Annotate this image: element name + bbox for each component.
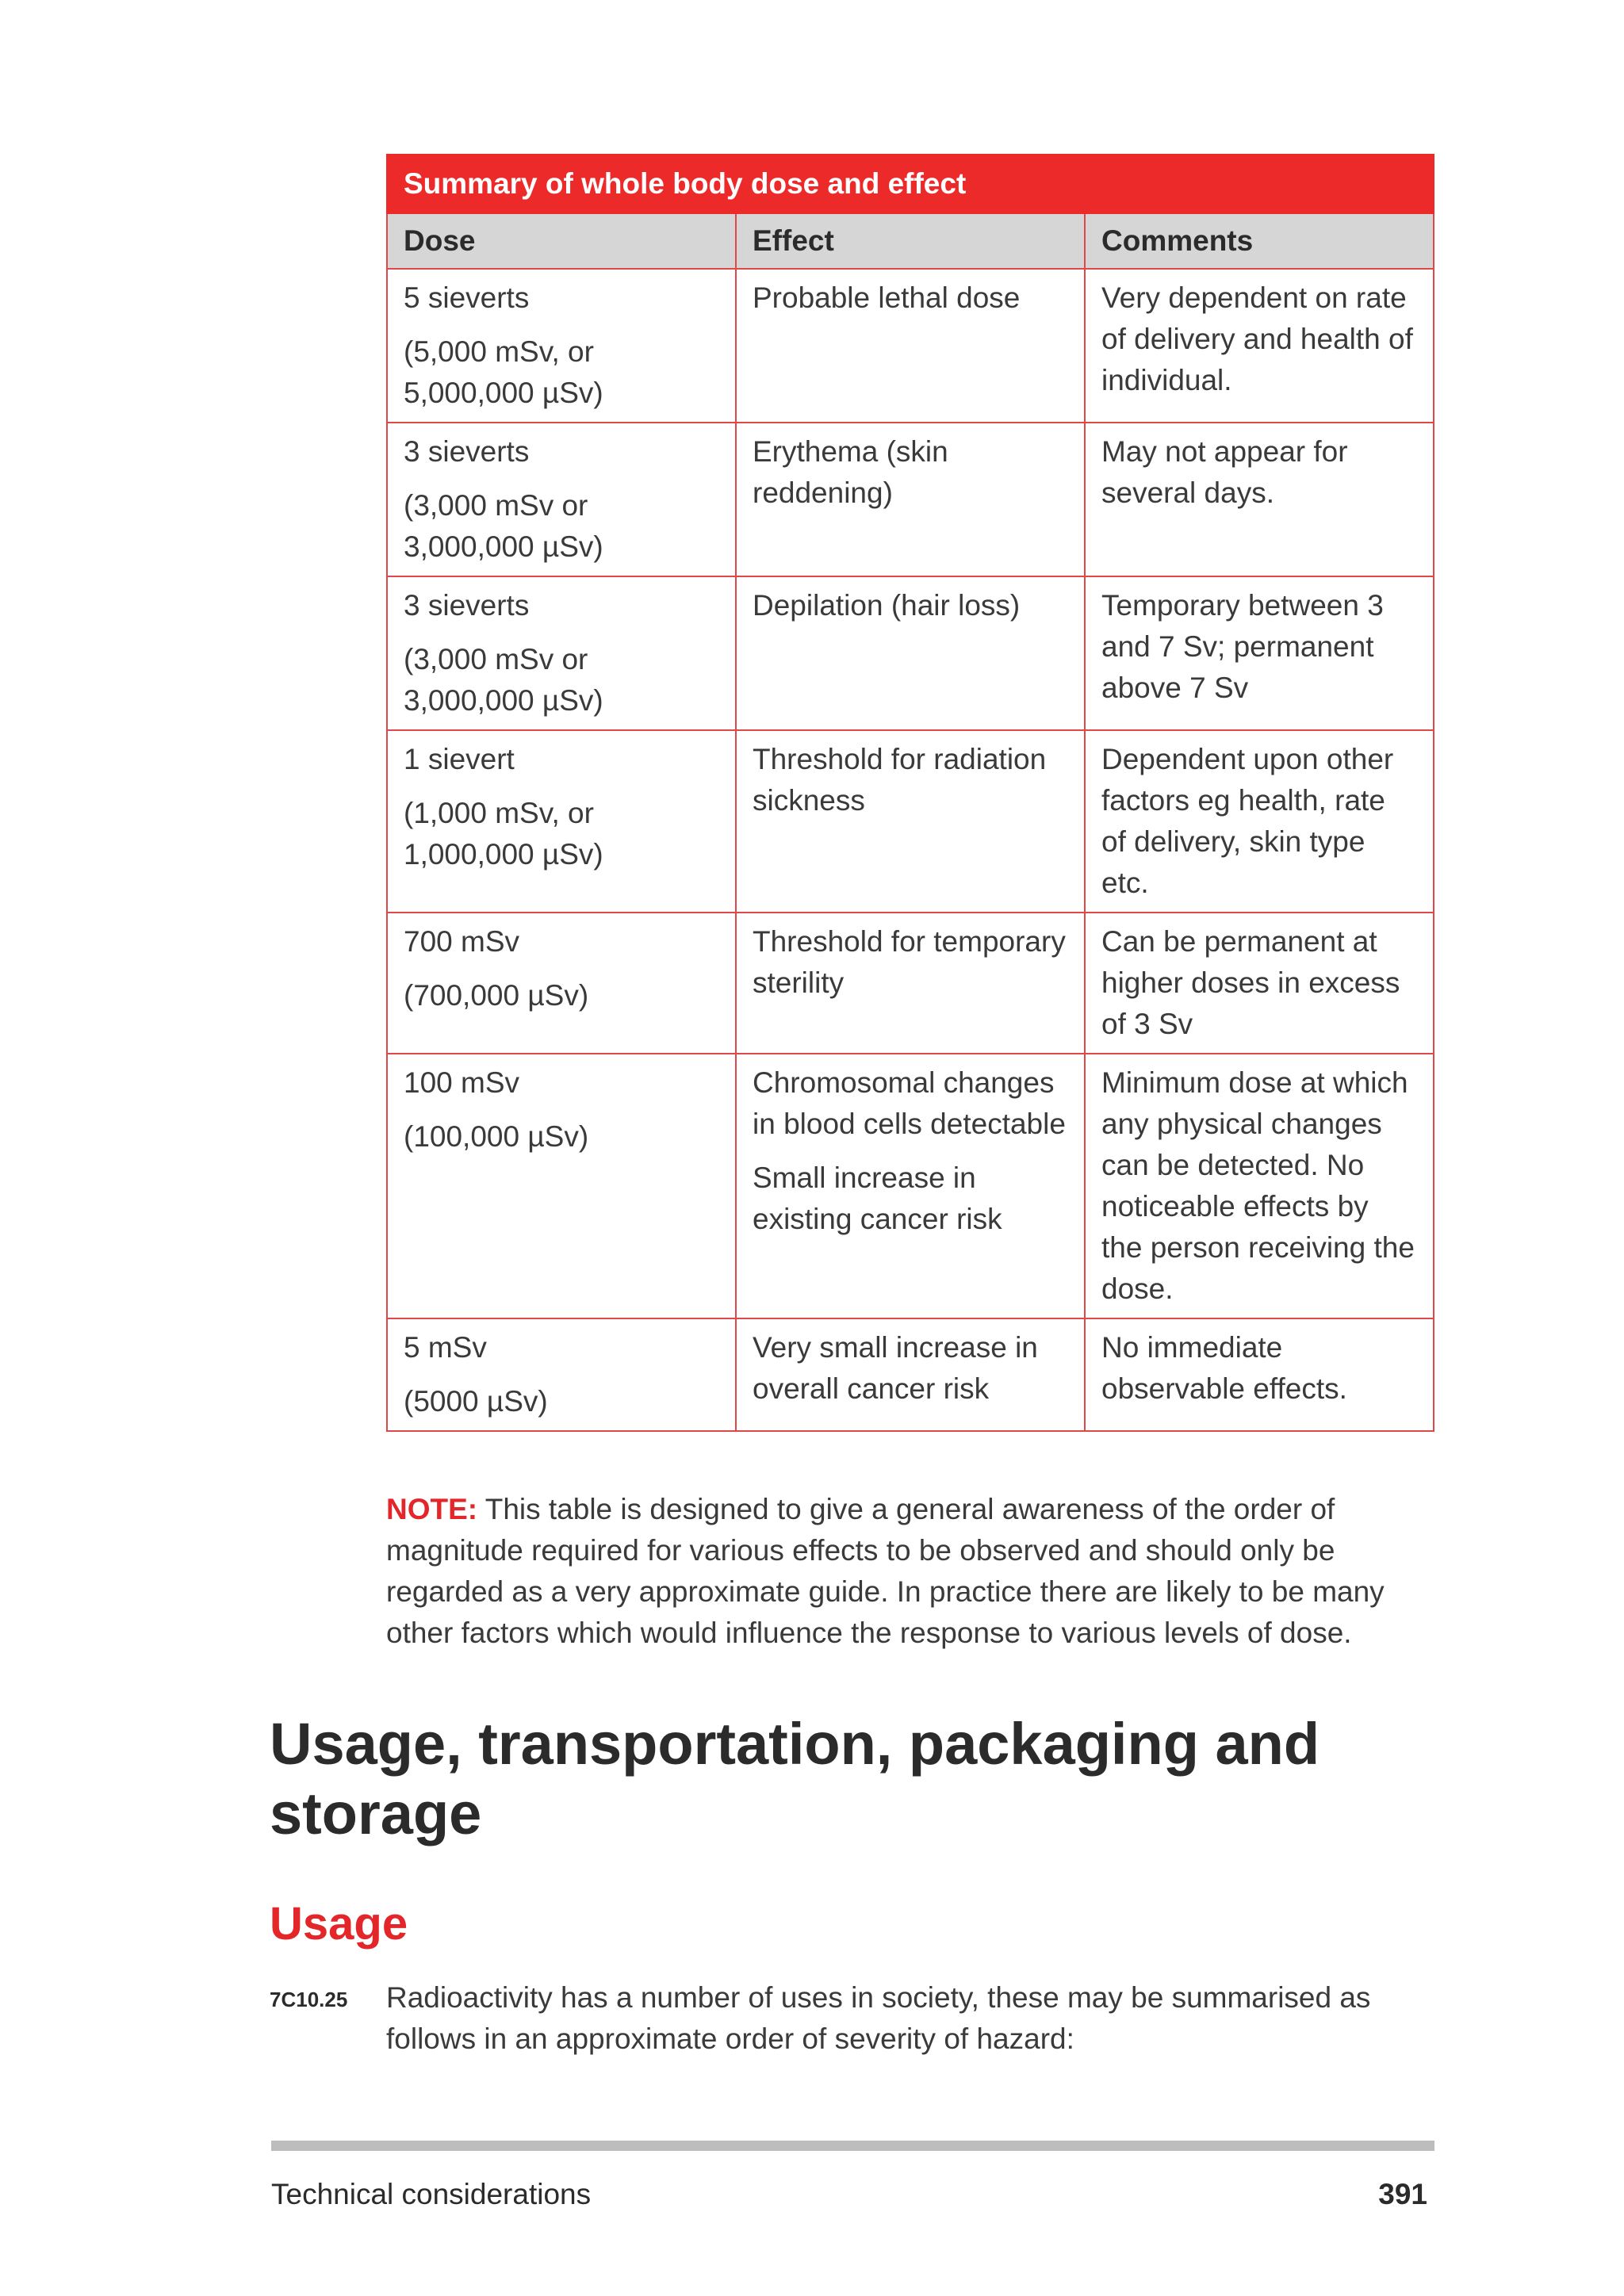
dose-conversion: (5,000 mSv, or 5,000,000 µSv) <box>404 335 603 409</box>
comments-cell <box>1085 1318 1434 1431</box>
effect-cell <box>736 423 1085 576</box>
comments-cell <box>1085 1054 1434 1318</box>
section-heading: Usage, transportation, packaging and storage <box>270 1711 1320 1846</box>
comments-cell <box>1085 576 1434 730</box>
effect-text: Depilation (hair loss) <box>753 589 1021 622</box>
footer-divider <box>271 2141 1434 2151</box>
comments-cell <box>1085 913 1434 1054</box>
table-header-row <box>387 213 1434 269</box>
effect-cell <box>736 269 1085 423</box>
dose-cell <box>387 1318 736 1431</box>
effect-cell <box>736 1054 1085 1318</box>
table-note <box>386 1489 1433 1654</box>
effect-text: Chromosomal changes in blood cells detectable <box>753 1066 1066 1140</box>
table-row <box>387 1054 1434 1318</box>
dose-conversion: (5000 µSv) <box>404 1385 548 1418</box>
table-row <box>387 730 1434 913</box>
sub-heading: Usage <box>270 1898 408 1950</box>
effect-text: Probable lethal dose <box>753 281 1021 314</box>
comment-text: May not appear for several days. <box>1101 435 1348 509</box>
effect-cell <box>736 913 1085 1054</box>
table-row <box>387 1318 1434 1431</box>
dose-value: 3 sieverts <box>404 589 530 622</box>
effect-text: Erythema (skin reddening) <box>753 435 948 509</box>
effect-cell <box>736 730 1085 913</box>
table-row <box>387 576 1434 730</box>
paragraph-text: Radioactivity has a number of uses in society, these may be summarised as follows in an approximate order of severity of hazard: <box>386 1981 1371 2055</box>
column-header-effect: Effect <box>736 213 1085 269</box>
page-number: 391 <box>1378 2178 1427 2210</box>
table-title: Summary of whole body dose and effect <box>387 155 1434 213</box>
effect-text: Very small increase in overall cancer risk <box>753 1331 1038 1405</box>
comments-cell <box>1085 269 1434 423</box>
table-row <box>387 423 1434 576</box>
column-header-dose: Dose <box>387 213 736 269</box>
comment-text: Can be permanent at higher doses in excess of 3 Sv <box>1101 925 1400 1040</box>
comments-cell <box>1085 730 1434 913</box>
comment-text: Dependent upon other factors eg health, rate of delivery, skin type etc. <box>1101 743 1394 899</box>
dose-cell <box>387 913 736 1054</box>
footer-section-title: Technical considerations <box>271 2178 592 2210</box>
dose-value: 1 sievert <box>404 743 515 775</box>
note-label: NOTE: <box>386 1493 478 1525</box>
dose-cell <box>387 423 736 576</box>
comment-text: Very dependent on rate of delivery and health of individual. <box>1101 281 1413 396</box>
note-text: This table is designed to give a general awareness of the order of magnitude required for various effects to be observed and should only be regarded as a very approximate guide. In practice there are likely to be many other factors which would influence the response to various levels of dose. <box>386 1493 1385 1649</box>
dose-cell <box>387 1054 736 1318</box>
dose-cell <box>387 730 736 913</box>
dose-cell <box>387 576 736 730</box>
dose-conversion: (3,000 mSv or 3,000,000 µSv) <box>404 489 603 563</box>
column-header-comments: Comments <box>1085 213 1434 269</box>
comment-text: Temporary between 3 and 7 Sv; permanent above 7 Sv <box>1101 589 1384 704</box>
table-row <box>387 913 1434 1054</box>
dose-effect-table <box>386 154 1434 1432</box>
dose-value: 100 mSv <box>404 1066 520 1099</box>
dose-conversion: (1,000 mSv, or 1,000,000 µSv) <box>404 797 603 871</box>
comment-text: No immediate observable effects. <box>1101 1331 1347 1405</box>
effect-text: Small increase in existing cancer risk <box>753 1161 1002 1235</box>
dose-value: 5 mSv <box>404 1331 487 1364</box>
dose-value: 5 sieverts <box>404 281 530 314</box>
dose-cell <box>387 269 736 423</box>
effect-text: Threshold for temporary sterility <box>753 925 1066 999</box>
paragraph-reference: 7C10.25 <box>270 1988 348 2011</box>
effect-cell <box>736 1318 1085 1431</box>
dose-conversion: (3,000 mSv or 3,000,000 µSv) <box>404 643 603 717</box>
dose-conversion: (100,000 µSv) <box>404 1120 589 1153</box>
table-row <box>387 269 1434 423</box>
comment-text: Minimum dose at which any physical changes can be detected. No noticeable effects by the person receiving the dose. <box>1101 1066 1415 1305</box>
dose-value: 700 mSv <box>404 925 520 958</box>
comments-cell <box>1085 423 1434 576</box>
dose-conversion: (700,000 µSv) <box>404 979 589 1012</box>
effect-cell <box>736 576 1085 730</box>
effect-text: Threshold for radiation sickness <box>753 743 1047 817</box>
dose-value: 3 sieverts <box>404 435 530 468</box>
